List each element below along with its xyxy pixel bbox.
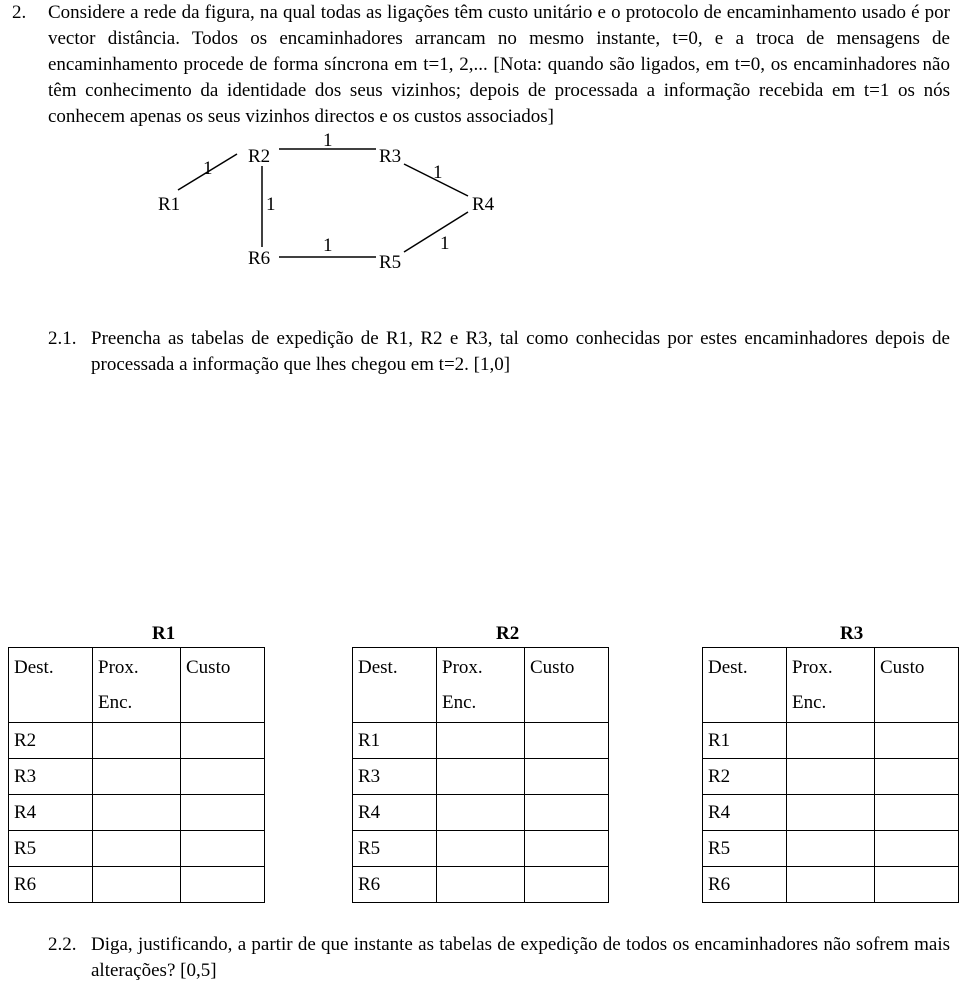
cost-r5-r4: 1: [440, 233, 450, 254]
next-hop-cell[interactable]: [787, 831, 875, 867]
question-text: Considere a rede da figura, na qual todas as ligações têm custo unitário e o protocolo de encaminhamento usado é por vector distância. Todos os encaminhadores arrancam no mesmo instante, t=0, e a troca de mensagens de encaminhamento procede de forma síncrona em t=1, 2,... [Nota: quando são ligados, em t=0, os encaminhadores não têm conhecimento da identidade dos seus vizinhos; depois de processada a informação recebida em t=1 os nós conhecem apenas os seus vizinhos directos e os custos associados]: [48, 2, 950, 127]
cost-cell[interactable]: [181, 831, 265, 867]
subquestion-2-text: Diga, justificando, a partir de que instante as tabelas de expedição de todos os encaminhadores não sofrem mais alterações? [0,5]: [91, 934, 950, 981]
cost-cell[interactable]: [181, 723, 265, 759]
question-number: 2.: [12, 2, 27, 23]
header-enc: Enc.: [792, 692, 827, 713]
next-hop-cell[interactable]: [437, 831, 525, 867]
table-header-row: [353, 648, 609, 723]
dest-cell: R5: [353, 831, 437, 867]
next-hop-cell[interactable]: [93, 831, 181, 867]
cost-cell[interactable]: [875, 759, 959, 795]
dest-cell: R4: [703, 795, 787, 831]
next-hop-cell[interactable]: [787, 867, 875, 903]
cost-r6-r5: 1: [323, 235, 333, 256]
dest-cell: R2: [9, 723, 93, 759]
table-row: [703, 831, 959, 867]
node-r1: R1: [158, 194, 181, 215]
dest-cell: R1: [703, 723, 787, 759]
next-hop-cell[interactable]: [787, 759, 875, 795]
cost-cell[interactable]: [875, 795, 959, 831]
table-header-row: [9, 648, 265, 723]
cost-cell[interactable]: [525, 795, 609, 831]
table-row: [703, 867, 959, 903]
header-enc: Enc.: [442, 692, 477, 713]
dest-cell: R4: [9, 795, 93, 831]
dest-cell: R6: [703, 867, 787, 903]
table-row: [703, 795, 959, 831]
header-prox-enc: [437, 648, 525, 723]
dest-cell: R2: [703, 759, 787, 795]
cost-r3-r4: 1: [433, 162, 443, 183]
cost-r2-r3: 1: [323, 130, 333, 151]
link-r5-r4: [404, 212, 468, 252]
header-dest: Dest.: [9, 648, 93, 723]
table-row: [9, 831, 265, 867]
header-custo: Custo: [181, 648, 265, 723]
next-hop-cell[interactable]: [437, 759, 525, 795]
table-row: [353, 831, 609, 867]
cost-cell[interactable]: [875, 723, 959, 759]
node-r5: R5: [379, 252, 402, 273]
header-prox: Prox.: [98, 657, 139, 678]
cost-cell[interactable]: [525, 723, 609, 759]
table-r2-title: R2: [496, 623, 520, 644]
dest-cell: R6: [353, 867, 437, 903]
header-prox-enc: [787, 648, 875, 723]
table-row: [9, 867, 265, 903]
next-hop-cell[interactable]: [437, 867, 525, 903]
header-prox: Prox.: [442, 657, 483, 678]
header-dest: Dest.: [353, 648, 437, 723]
dest-cell: R3: [9, 759, 93, 795]
cost-cell[interactable]: [525, 831, 609, 867]
table-row: [353, 723, 609, 759]
node-r2: R2: [248, 146, 271, 167]
table-row: [9, 795, 265, 831]
table-row: [353, 795, 609, 831]
next-hop-cell[interactable]: [93, 723, 181, 759]
forwarding-table-r3: [702, 647, 959, 903]
next-hop-cell[interactable]: [787, 723, 875, 759]
network-diagram: [0, 0, 960, 320]
cost-cell[interactable]: [181, 759, 265, 795]
cost-r1-r2: 1: [203, 158, 213, 179]
cost-cell[interactable]: [525, 759, 609, 795]
subquestion-1-text: Preencha as tabelas de expedição de R1, R2 e R3, tal como conhecidas por estes encaminhadores depois de processada a informação que lhes chegou em t=2. [1,0]: [91, 328, 950, 375]
header-prox: Prox.: [792, 657, 833, 678]
table-row: [703, 723, 959, 759]
subquestion-1-number: 2.1.: [48, 328, 77, 349]
header-custo: Custo: [525, 648, 609, 723]
next-hop-cell[interactable]: [93, 759, 181, 795]
next-hop-cell[interactable]: [93, 867, 181, 903]
cost-cell[interactable]: [181, 795, 265, 831]
dest-cell: R5: [703, 831, 787, 867]
next-hop-cell[interactable]: [437, 795, 525, 831]
cost-cell[interactable]: [525, 867, 609, 903]
node-r3: R3: [379, 146, 402, 167]
cost-cell[interactable]: [875, 867, 959, 903]
table-header-row: [703, 648, 959, 723]
header-custo: Custo: [875, 648, 959, 723]
dest-cell: R4: [353, 795, 437, 831]
table-row: [353, 759, 609, 795]
dest-cell: R1: [353, 723, 437, 759]
table-row: [9, 759, 265, 795]
cost-cell[interactable]: [181, 867, 265, 903]
next-hop-cell[interactable]: [93, 795, 181, 831]
dest-cell: R3: [353, 759, 437, 795]
cost-cell[interactable]: [875, 831, 959, 867]
header-dest: Dest.: [703, 648, 787, 723]
forwarding-table-r1: [8, 647, 265, 903]
next-hop-cell[interactable]: [787, 795, 875, 831]
table-row: [703, 759, 959, 795]
subquestion-2-number: 2.2.: [48, 934, 77, 955]
dest-cell: R5: [9, 831, 93, 867]
node-r4: R4: [472, 194, 495, 215]
table-row: [353, 867, 609, 903]
cost-r2-r6: 1: [266, 194, 276, 215]
dest-cell: R6: [9, 867, 93, 903]
table-row: [9, 723, 265, 759]
header-prox-enc: [93, 648, 181, 723]
table-r1-title: R1: [152, 623, 176, 644]
node-r6: R6: [248, 248, 271, 269]
header-enc: Enc.: [98, 692, 133, 713]
forwarding-table-r2: [352, 647, 609, 903]
next-hop-cell[interactable]: [437, 723, 525, 759]
table-r3-title: R3: [840, 623, 864, 644]
